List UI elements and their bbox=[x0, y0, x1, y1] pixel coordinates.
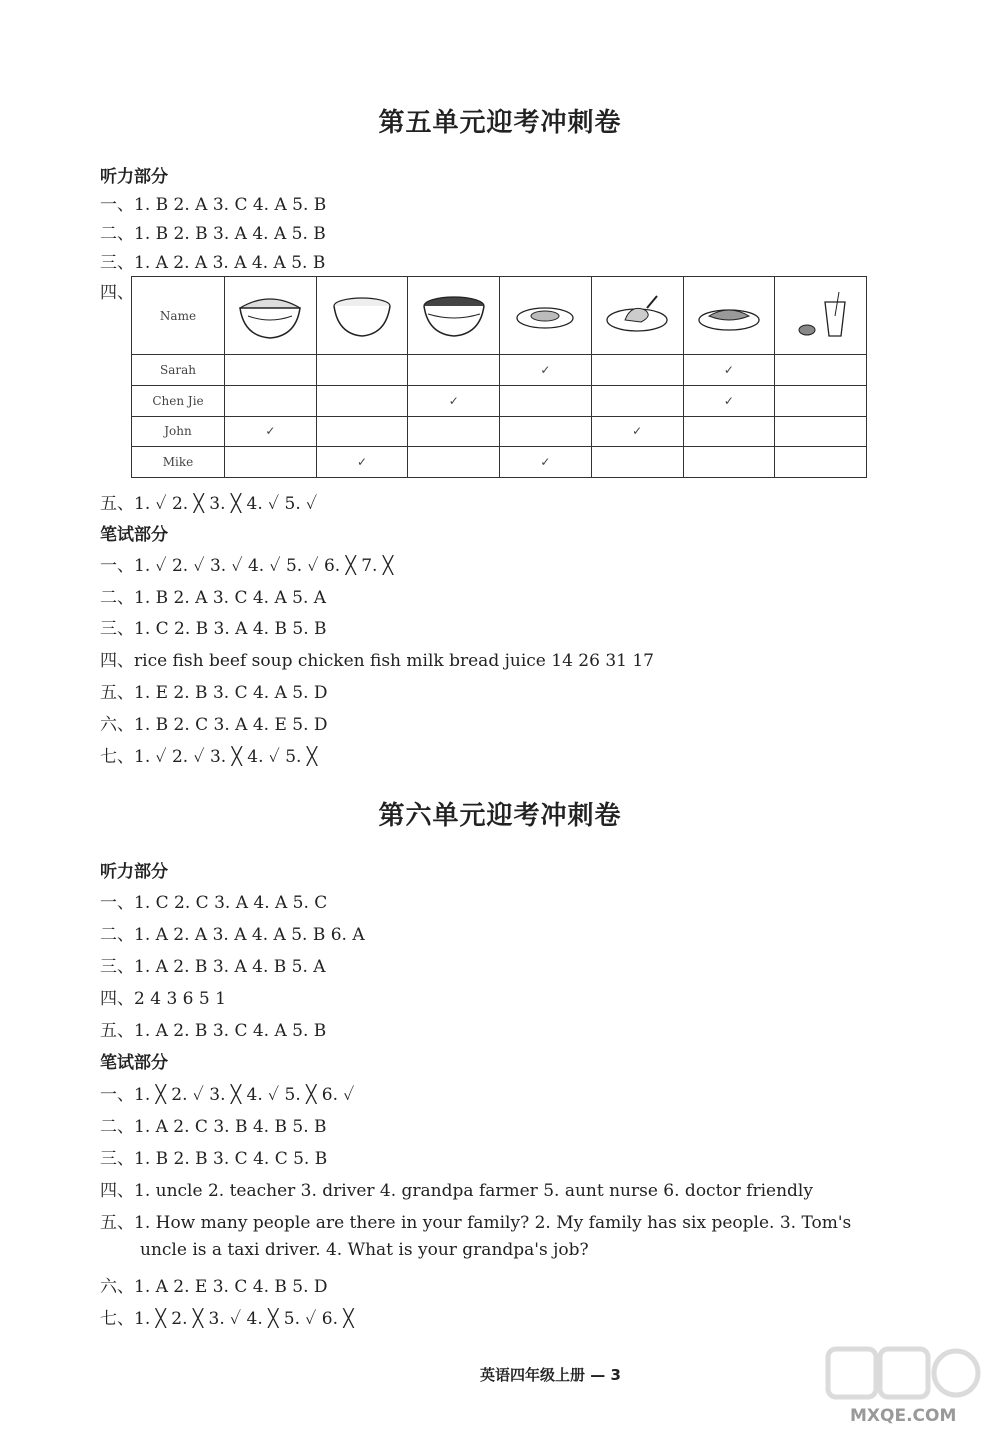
unit6-writing-line-5a: 五、1. How many people are there in your family? 2. My family has six people. 3. Tom's bbox=[100, 1213, 852, 1233]
noodles-bowl-icon bbox=[408, 277, 500, 355]
check-mark: ✓ bbox=[591, 416, 683, 447]
rice-bowl-icon bbox=[225, 277, 317, 355]
unit5-writing-line-3: 三、1. C 2. B 3. A 4. B 5. B bbox=[100, 619, 327, 639]
check-mark: ✓ bbox=[316, 447, 408, 478]
unit5-writing-line-5: 五、1. E 2. B 3. C 4. A 5. D bbox=[100, 683, 328, 703]
juice-glass-icon bbox=[775, 277, 867, 355]
unit5-listening-line-4-prefix: 四、 bbox=[100, 283, 134, 303]
row-name: John bbox=[132, 416, 225, 447]
unit6-listening-line-5: 五、1. A 2. B 3. C 4. A 5. B bbox=[100, 1021, 327, 1041]
table-cell bbox=[408, 416, 500, 447]
unit5-writing-line-7: 七、1. ✓ 2. ✓ 3. ╳ 4. ✓ 5. ╳ bbox=[100, 747, 318, 767]
table-cell bbox=[775, 385, 867, 416]
unit6-listening-line-2: 二、1. A 2. A 3. A 4. A 5. B 6. A bbox=[100, 925, 365, 945]
food-preference-table bbox=[131, 276, 867, 478]
table-cell bbox=[225, 447, 317, 478]
row-name: Sarah bbox=[132, 355, 225, 386]
check-mark: ✓ bbox=[500, 355, 592, 386]
table-row bbox=[132, 355, 867, 386]
unit5-writing-line-1: 一、1. ✓ 2. ✓ 3. ✓ 4. ✓ 5. ✓ 6. ╳ 7. ╳ bbox=[100, 556, 394, 576]
unit6-writing-line-3: 三、1. B 2. B 3. C 4. C 5. B bbox=[100, 1149, 328, 1169]
table-cell bbox=[316, 416, 408, 447]
table-cell bbox=[591, 355, 683, 386]
unit5-listening-line-5: 五、1. ✓ 2. ╳ 3. ╳ 4. ✓ 5. ✓ bbox=[100, 494, 318, 514]
check-mark: ✓ bbox=[408, 385, 500, 416]
unit6-writing-heading: 笔试部分 bbox=[100, 1053, 168, 1073]
unit6-writing-line-1: 一、1. ╳ 2. ✓ 3. ╳ 4. ✓ 5. ╳ 6. ✓ bbox=[100, 1085, 355, 1105]
table-row bbox=[132, 385, 867, 416]
unit6-writing-line-4: 四、1. uncle 2. teacher 3. driver 4. grandpa farmer 5. aunt nurse 6. doctor friendly bbox=[100, 1181, 813, 1201]
fish-plate-icon bbox=[683, 277, 775, 355]
beef-plate-icon bbox=[500, 277, 592, 355]
table-cell bbox=[500, 385, 592, 416]
row-name: Chen Jie bbox=[132, 385, 225, 416]
table-cell bbox=[316, 385, 408, 416]
soup-bowl-icon bbox=[316, 277, 408, 355]
table-cell bbox=[225, 385, 317, 416]
table-cell bbox=[591, 447, 683, 478]
unit6-writing-line-5b: uncle is a taxi driver. 4. What is your grandpa's job? bbox=[140, 1240, 589, 1260]
check-mark: ✓ bbox=[683, 355, 775, 386]
unit6-writing-line-7: 七、1. ╳ 2. ╳ 3. ✓ 4. ╳ 5. ✓ 6. ╳ bbox=[100, 1309, 354, 1329]
unit6-writing-line-6: 六、1. A 2. E 3. C 4. B 5. D bbox=[100, 1277, 328, 1297]
unit6-listening-line-3: 三、1. A 2. B 3. A 4. B 5. A bbox=[100, 957, 326, 977]
table-row bbox=[132, 447, 867, 478]
unit5-writing-heading: 笔试部分 bbox=[100, 525, 168, 545]
unit6-listening-heading: 听力部分 bbox=[100, 862, 168, 882]
unit5-writing-line-2: 二、1. B 2. A 3. C 4. A 5. A bbox=[100, 588, 327, 608]
table-cell bbox=[225, 355, 317, 386]
table-cell bbox=[408, 355, 500, 386]
watermark-text: MXQE.COM bbox=[850, 1406, 957, 1426]
unit5-writing-line-6: 六、1. B 2. C 3. A 4. E 5. D bbox=[100, 715, 328, 735]
table-row bbox=[132, 416, 867, 447]
check-mark: ✓ bbox=[500, 447, 592, 478]
unit6-writing-line-2: 二、1. A 2. C 3. B 4. B 5. B bbox=[100, 1117, 327, 1137]
unit5-writing-line-4: 四、rice fish beef soup chicken fish milk bread juice 14 26 31 17 bbox=[100, 651, 654, 671]
page-footer: 英语四年级上册 — 3 bbox=[480, 1366, 621, 1384]
row-name: Mike bbox=[132, 447, 225, 478]
unit5-listening-line-1: 一、1. B 2. A 3. C 4. A 5. B bbox=[100, 195, 327, 215]
unit5-listening-line-2: 二、1. B 2. B 3. A 4. A 5. B bbox=[100, 224, 326, 244]
chicken-plate-icon bbox=[591, 277, 683, 355]
table-cell bbox=[408, 447, 500, 478]
unit5-title: 第五单元迎考冲刺卷 bbox=[378, 108, 622, 138]
table-cell bbox=[591, 385, 683, 416]
table-cell bbox=[775, 416, 867, 447]
table-cell bbox=[775, 447, 867, 478]
table-cell bbox=[775, 355, 867, 386]
table-cell bbox=[683, 416, 775, 447]
unit5-listening-line-3: 三、1. A 2. A 3. A 4. A 5. B bbox=[100, 253, 326, 273]
table-cell bbox=[500, 416, 592, 447]
unit5-listening-heading: 听力部分 bbox=[100, 167, 168, 187]
table-cell bbox=[683, 447, 775, 478]
unit6-title: 第六单元迎考冲刺卷 bbox=[378, 801, 622, 831]
unit6-listening-line-4: 四、2 4 3 6 5 1 bbox=[100, 989, 226, 1009]
check-mark: ✓ bbox=[683, 385, 775, 416]
check-mark: ✓ bbox=[225, 416, 317, 447]
table-cell bbox=[316, 355, 408, 386]
unit6-listening-line-1: 一、1. C 2. C 3. A 4. A 5. C bbox=[100, 893, 328, 913]
name-header: Name bbox=[132, 277, 225, 355]
